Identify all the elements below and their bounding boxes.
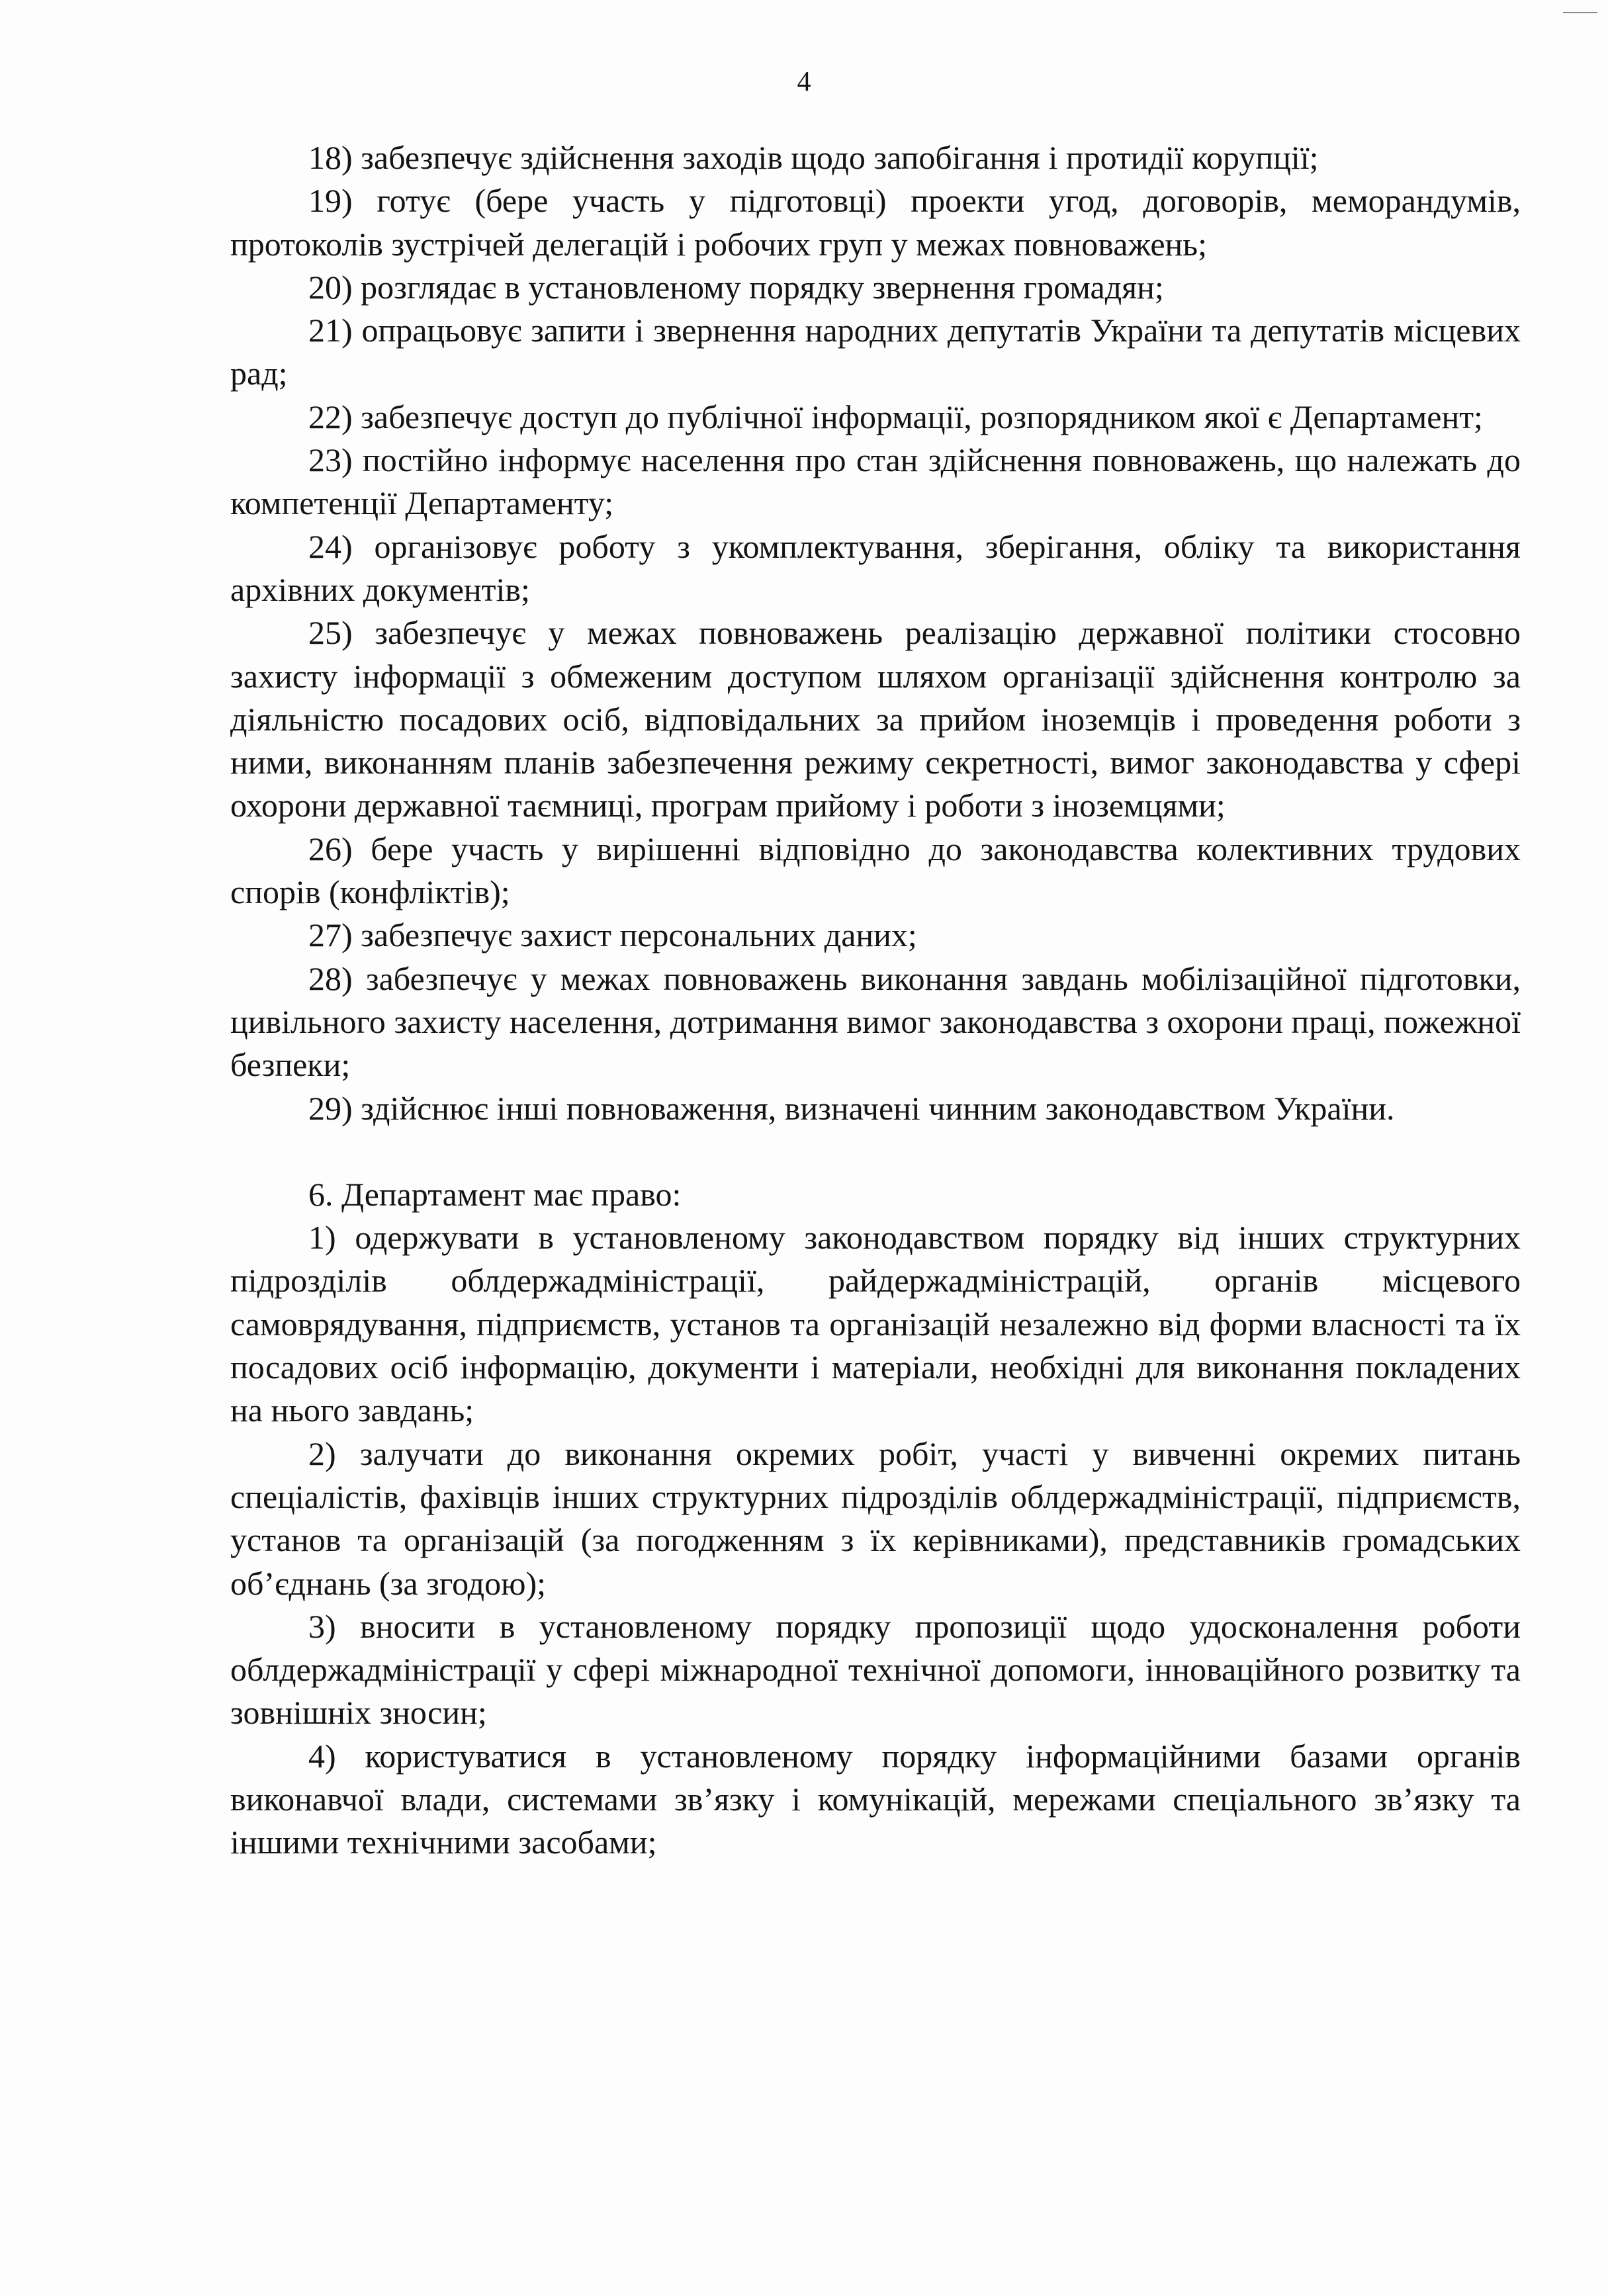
- list-item: 25) забезпечує у межах повноважень реалізацію державної політики стосовно захисту інформації з обмеженим доступом шляхом організації здійснення контролю за діяльністю посадових осіб, відповідальних за прийом іноземців і проведення роботи з ними, виконанням планів забезпечення режиму секретності, вимог законодавства у сфері охорони державної таємниці, програм прийому і роботи з іноземцями;: [230, 614, 1521, 824]
- rights-item: 2) залучати до виконання окремих робіт, участі у вивченні окремих питань спеціалістів, фахівців інших структурних підрозділів облдержадміністрації, підприємств, установ та організацій (за погодженням з їх керівниками), представників громадських об’єднань (за згодою);: [230, 1435, 1521, 1602]
- list-item: 18) забезпечує здійснення заходів щодо запобігання і протидії корупції;: [308, 139, 1319, 176]
- list-item: 22) забезпечує доступ до публічної інформації, розпорядником якої є Департамент;: [308, 398, 1483, 435]
- rights-item: 1) одержувати в установленому законодавством порядку від інших структурних підрозділів облдержадміністрації, райдержадміністрацій, органів місцевого самоврядування, підприємств, установ та організацій незалежно від форми власності та їх посадових осіб інформацію, документи і матеріали, необхідні для виконання покладених на нього завдань;: [230, 1219, 1521, 1429]
- list-item: 21) опрацьовує запити і звернення народних депутатів України та депутатів місцевих рад;: [230, 312, 1521, 392]
- list-item: 24) організовує роботу з укомплектування, зберігання, обліку та використання архівних документів;: [230, 527, 1521, 608]
- list-item: 29) здійснює інші повноваження, визначені чинним законодавством України.: [308, 1089, 1395, 1127]
- page-number: 4: [797, 67, 811, 97]
- scan-edge-mark: [1563, 12, 1597, 13]
- list-item: 19) готує (бере участь у підготовці) проекти угод, договорів, меморандумів, протоколів зустрічей делегацій і робочих груп у межах повноважень;: [230, 182, 1521, 263]
- rights-item: 3) вносити в установленому порядку пропозиції щодо удосконалення роботи облдержадміністрації у сфері міжнародної технічної допомоги, інноваційного розвитку та зовнішніх зносин;: [230, 1607, 1521, 1732]
- section-heading: 6. Департамент має право:: [308, 1175, 682, 1213]
- list-item: 27) забезпечує захист персональних даних;: [308, 916, 917, 954]
- list-item: 20) розглядає в установленому порядку звернення громадян;: [308, 268, 1164, 306]
- document-body: [230, 136, 1521, 1865]
- list-item: 26) бере участь у вирішенні відповідно до законодавства колективних трудових спорів (конфліктів);: [230, 830, 1521, 911]
- rights-item: 4) користуватися в установленому порядку інформаційними базами органів виконавчої влади, системами зв’язку і комунікацій, мережами спеціального зв’язку та іншими технічними засобами;: [230, 1737, 1521, 1861]
- list-item: 28) забезпечує у межах повноважень виконання завдань мобілізаційної підготовки, цивільного захисту населення, дотримання вимог законодавства з охорони праці, пожежної безпеки;: [230, 959, 1521, 1084]
- list-item: 23) постійно інформує населення про стан здійснення повноважень, що належать до компетенції Департаменту;: [230, 441, 1521, 522]
